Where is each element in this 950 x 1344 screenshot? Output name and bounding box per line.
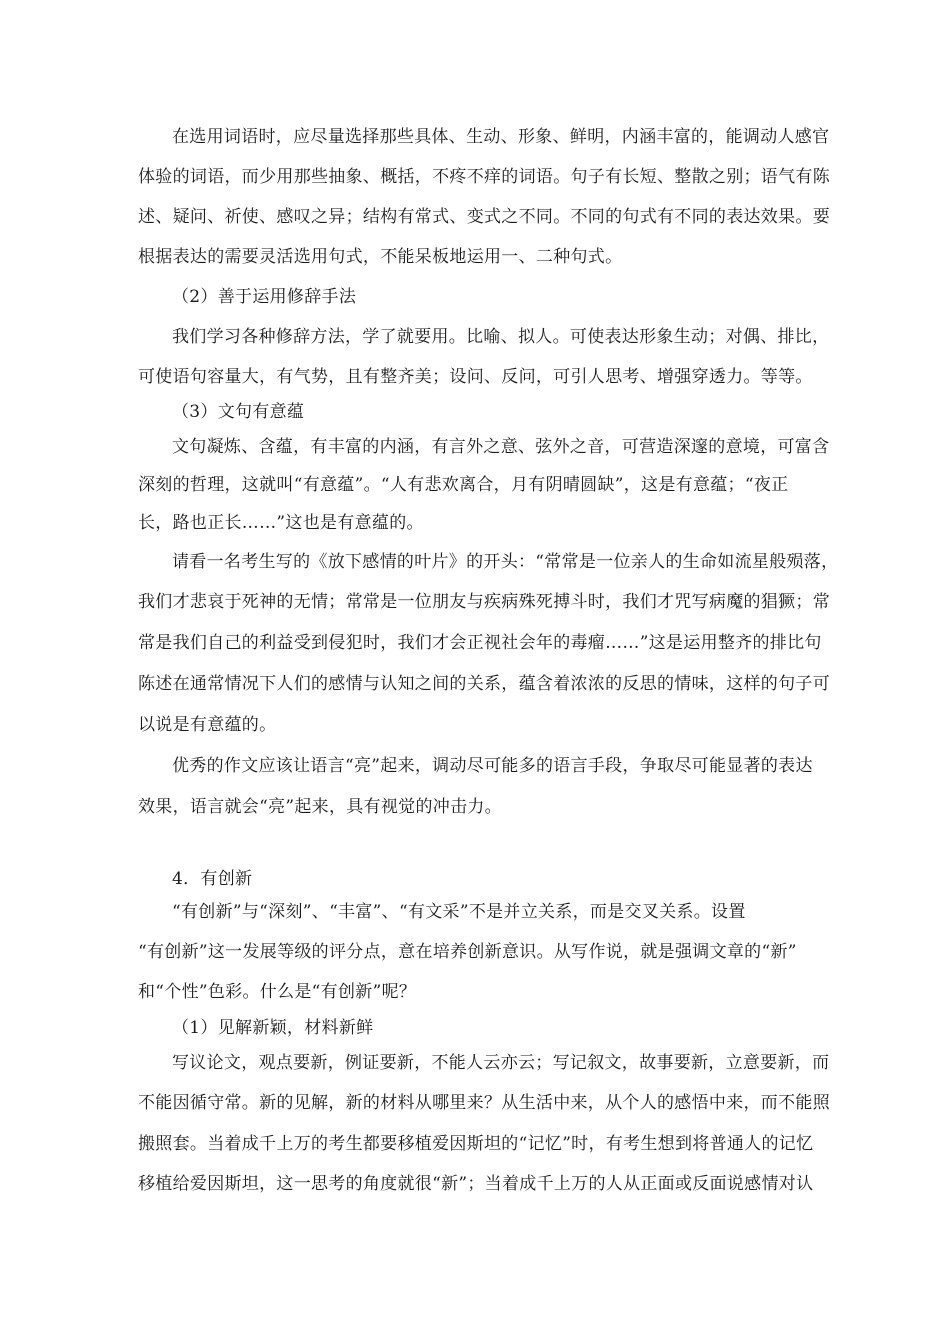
paragraph-line: 移植给爱因斯坦，这一思考的角度就很“新”；当着成千上万的人从正面或反面说感情对认 (138, 1174, 814, 1194)
paragraph-line: 在选用词语时，应尽量选择那些具体、生动、形象、鲜明，内涵丰富的，能调动人感官 (172, 127, 830, 147)
section-title: 4．有创新 (172, 869, 253, 889)
paragraph-line: 文句凝炼、含蕴，有丰富的内涵，有言外之意、弦外之音，可营造深邃的意境，可富含 (172, 437, 830, 457)
paragraph-line: 深刻的哲理，这就叫“有意蕴”。“人有悲欢离合，月有阴晴圆缺”，这是有意蕴；“夜正 (138, 475, 789, 495)
paragraph-line: 述、疑问、祈使、感叹之异；结构有常式、变式之不同。不同的句式有不同的表达效果。要 (138, 207, 830, 227)
paragraph-line: “有创新”这一发展等级的评分点，意在培养创新意识。从写作说，就是强调文章的“新” (138, 942, 797, 962)
paragraph-line: 优秀的作文应该让语言“亮”起来，调动尽可能多的语言手段，争取尽可能显著的表达 (172, 756, 813, 776)
paragraph-line: 请看一名考生写的《放下感情的叶片》的开头：“常常是一位亲人的生命如流星般殒落， (172, 552, 839, 572)
subheading: （3）文句有意蕴 (172, 402, 305, 422)
paragraph-line: 根据表达的需要灵活选用句式，不能呆板地运用一、二种句式。 (138, 247, 623, 267)
paragraph-line: 长，路也正长……”这也是有意蕴的。 (138, 513, 424, 533)
paragraph-line: 我们才悲哀于死神的无情；常常是一位朋友与疾病殊死搏斗时，我们才咒写病魔的猖獗；常 (138, 592, 830, 612)
paragraph-line: 效果，语言就会“亮”起来，具有视觉的冲击力。 (138, 797, 502, 817)
paragraph-line: 可使语句容量大，有气势，且有整齐美；设问、反问，可引人思考、增强穿透力。等等。 (138, 367, 813, 387)
paragraph-line: “有创新”与“深刻”、“丰富”、“有文采”不是并立关系，而是交叉关系。设置 (172, 902, 746, 922)
paragraph-line: 写议论文，观点要新，例证要新，不能人云亦云；写记叙文，故事要新，立意要新，而 (172, 1053, 830, 1073)
paragraph-line: 陈述在通常情况下人们的感情与认知之间的关系，蕴含着浓浓的反思的情味，这样的句子可 (138, 674, 830, 694)
paragraph-line: 体验的词语，而少用那些抽象、概括，不疼不痒的词语。句子有长短、整散之别；语气有陈 (138, 167, 830, 187)
paragraph-line: 以说是有意蕴的。 (138, 715, 277, 735)
paragraph-line: 不能因循守常。新的见解，新的材料从哪里来？从生活中来，从个人的感悟中来，而不能照 (138, 1093, 830, 1113)
paragraph-line: 和“个性”色彩。什么是“有创新”呢？ (138, 982, 417, 1002)
subheading: （1）见解新颖，材料新鲜 (172, 1018, 374, 1038)
paragraph-line: 我们学习各种修辞方法，学了就要用。比喻、拟人。可使表达形象生动；对偶、排比， (172, 327, 830, 347)
subheading: （2）善于运用修辞手法 (172, 287, 357, 307)
paragraph-line: 常是我们自己的利益受到侵犯时，我们才会正视社会年的毒瘤……”这是运用整齐的排比句 (138, 633, 822, 653)
paragraph-line: 搬照套。当着成千上万的考生都要移植爱因斯坦的“记忆”时，有考生想到将普通人的记忆 (138, 1134, 814, 1154)
